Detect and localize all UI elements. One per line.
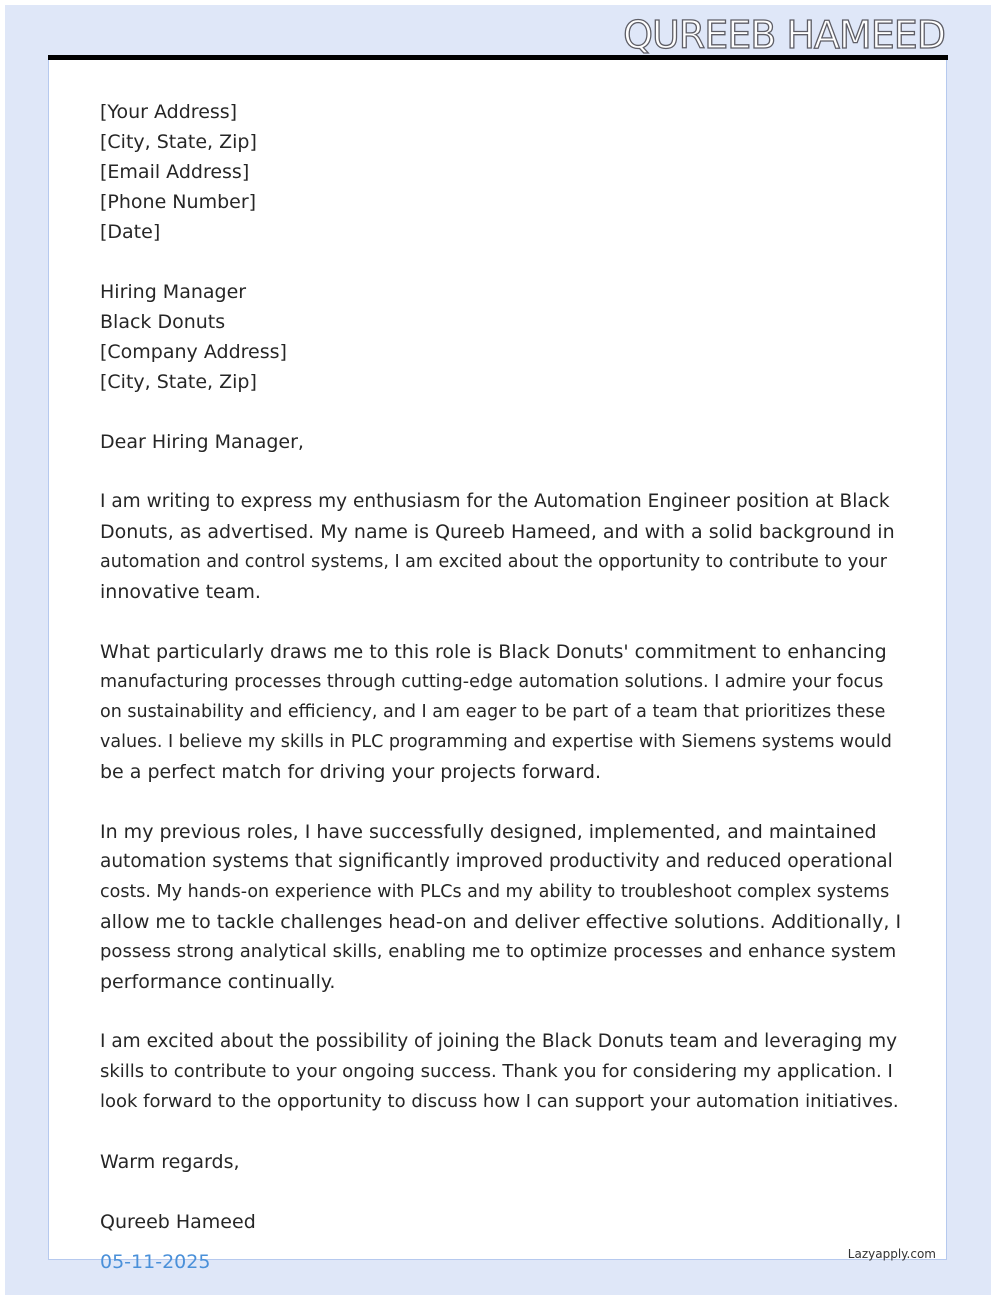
recipient-address: [Company Address] <box>100 341 287 363</box>
sender-date: [Date] <box>100 221 161 243</box>
paragraph-line: I am excited about the possibility of joining the Black Donuts team and leveraging my <box>100 1031 898 1052</box>
sender-city-state-zip: [City, State, Zip] <box>100 131 257 153</box>
paragraph-line: I am writing to express my enthusiasm for the Automation Engineer position at Black <box>100 491 890 512</box>
paragraph-line: possess strong analytical skills, enabling me to optimize processes and enhance system <box>100 941 897 962</box>
body-paragraph-2 <box>100 637 905 787</box>
closing-text: Warm regards, <box>100 1151 240 1173</box>
paragraph-line: What particularly draws me to this role is Black Donuts' commitment to enhancing <box>100 641 887 663</box>
paragraph-line: costs. My hands-on experience with PLCs and my ability to troubleshoot complex systems <box>100 882 890 902</box>
body-paragraph-1 <box>100 487 905 607</box>
signature <box>100 1207 905 1237</box>
paragraph-line: skills to contribute to your ongoing success. Thank you for considering my application. I <box>100 1061 893 1082</box>
cover-letter-body <box>100 97 905 1237</box>
recipient-city-state-zip: [City, State, Zip] <box>100 371 257 393</box>
body-paragraph-4 <box>100 1027 905 1117</box>
paragraph-line: be a perfect match for driving your projects forward. <box>100 761 601 783</box>
sender-address: [Your Address] <box>100 101 238 123</box>
applicant-name-header: QUREEB HAMEED <box>623 13 945 57</box>
sender-block <box>100 97 905 247</box>
paragraph-line: automation and control systems, I am excited about the opportunity to contribute to your <box>100 552 887 572</box>
paragraph-line: look forward to the opportunity to discuss how I can support your automation initiatives. <box>100 1091 899 1112</box>
recipient-title: Hiring Manager <box>100 281 247 303</box>
paragraph-line: values. I believe my skills in PLC programming and expertise with Siemens systems would <box>100 732 892 752</box>
closing <box>100 1147 905 1177</box>
paragraph-line: innovative team. <box>100 581 261 603</box>
brand-watermark: Lazyapply.com <box>847 1247 936 1261</box>
paragraph-line: In my previous roles, I have successfully designed, implemented, and maintained <box>100 821 877 843</box>
sender-phone: [Phone Number] <box>100 191 257 213</box>
paragraph-line: Donuts, as advertised. My name is Qureeb Hameed, and with a solid background in <box>100 521 895 543</box>
paragraph-line: allow me to tackle challenges head-on and deliver effective solutions. Additionally, I <box>100 911 902 933</box>
body-paragraph-3 <box>100 817 905 997</box>
salutation <box>100 427 905 457</box>
paragraph-line: on sustainability and efficiency, and I am eager to be part of a team that prioritizes these <box>100 702 886 722</box>
paragraph-line: manufacturing processes through cutting-edge automation solutions. I admire your focus <box>100 672 884 692</box>
footer-date: 05-11-2025 <box>100 1251 211 1273</box>
salutation-text: Dear Hiring Manager, <box>100 431 304 453</box>
signature-name: Qureeb Hameed <box>100 1211 256 1233</box>
recipient-company: Black Donuts <box>100 311 226 333</box>
recipient-block <box>100 277 905 397</box>
paragraph-line: automation systems that significantly improved productivity and reduced operational <box>100 851 893 872</box>
paragraph-line: performance continually. <box>100 971 336 993</box>
sender-email: [Email Address] <box>100 161 250 183</box>
